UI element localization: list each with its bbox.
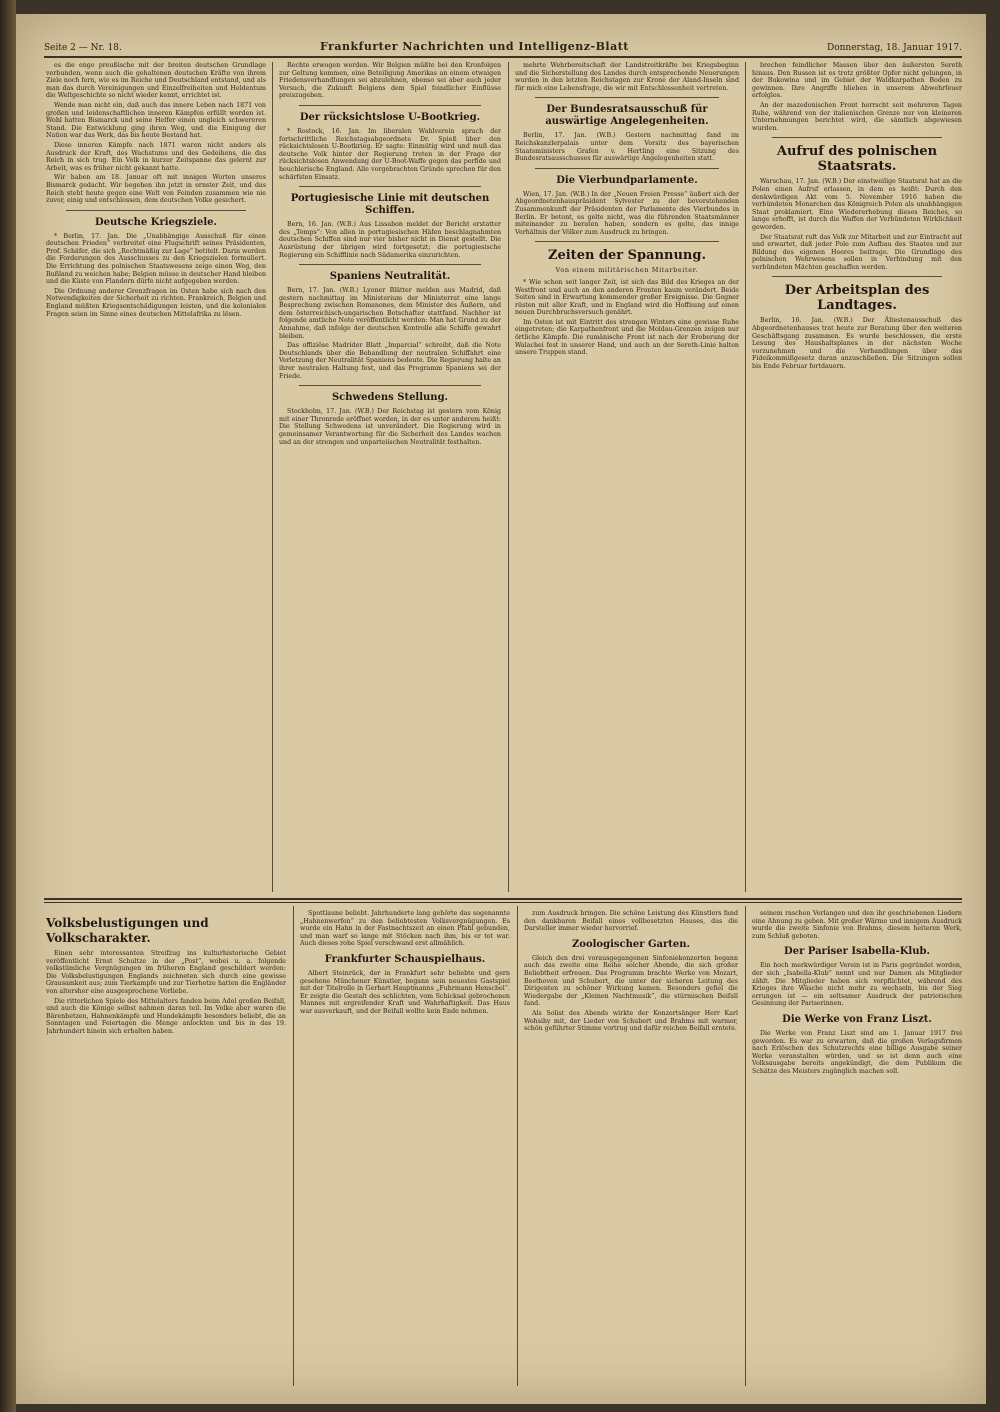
article-text: Wende man nicht ein, daß auch das innere Leben nach 1871 von großen und leidenschaftlichen inneren Kämpfen erfüllt worden ist. Wohl hatten Bismarck und seine Helfer einen ungleich schwereren Stand. Die Entwicklung ging ihren Weg, und die Einigung der Nation war das Werk, das bis heute Bestand hat. — [46, 101, 266, 140]
article-text: Rechte erwogen werden. Wir Belgien müßte bei den Kronfolgen zur Geltung kommen, eine Beteiligung Amerikas an einem etwaigen Friedensverhandlungen sei abzulehnen, ebenso sei aber auch jeder Versuch, die Zukunft Belgiens dem Spiel feindlicher Einflüsse preiszugeben. — [279, 62, 501, 100]
headline-zoologischer-garten: Zoologischer Garten. — [571, 938, 691, 950]
divider — [535, 241, 719, 242]
article-text: Im Osten ist mit Eintritt des strengen Winters eine gewisse Ruhe eingetreten; die Karpathenfront und die Moldau-Grenzen zeigen nur örtliche Kämpfe. Die rumänische Front ist nach der Eroberung der Walachei fest in unserer Hand, und auch an der Sereth-Linie halten unsere Truppen stand. — [515, 318, 739, 357]
headline-bundesrat: Der Bundesratsausschuß für auswärtige Angelegenheiten. — [545, 104, 709, 128]
book-spine — [0, 0, 16, 1412]
divider — [299, 186, 481, 187]
feuilleton-column-2 — [300, 910, 510, 1386]
divider — [535, 168, 719, 169]
byline: Von einem militärischen Mitarbeiter. — [555, 266, 699, 275]
article-text: Das offiziöse Madrider Blatt „Imparcial“ schreibt, daß die Note Deutschlands über die Behandlung der neutralen Schiffahrt eine Verletzung der Neutralität Spaniens bedeute. Die Regierung halte an ihrer neutralen Haltung fest, und das Programm Spaniens sei der Friede. — [279, 342, 501, 380]
article-text: Stockholm, 17. Jan. (W.B.) Der Reichstag ist gestern vom König mit einer Thronrede eröffnet worden, in der es unter anderem heißt: Die Stellung Schwedens ist unverändert. Die Regierung wird in gemeinsamer Verantwortung für die Sicherheit des Landes wachen und an der strengen und unparteiischen Neutralität festhalten. — [279, 408, 501, 446]
divider — [299, 105, 481, 106]
headline-schauspielhaus: Frankfurter Schauspielhaus. — [324, 953, 486, 965]
column-1 — [46, 62, 266, 892]
article-text: brechen feindlicher Massen über den äußersten Sereth hinaus. Den Russen ist es trotz größter Opfer nicht gelungen, in der Bukowina und im Gebiet der Waldkarpathen Boden zu gewinnen. Ihre Angriffe blieben in unserem Abwehrfeuer erfolglos. — [752, 62, 962, 100]
column-2 — [279, 62, 501, 892]
article-text: Berlin, 16. Jan. (W.B.) Der Ältestenausschuß des Abgeordnetenhauses trat heute zur Beratung über den weiteren Geschäftsgang zusammen. Es wurde beschlossen, die erste Lesung des Haushaltsplanes in der nächsten Woche vorzunehmen und die Verhandlungen über das Fideikommißgesetz daran anzuschließen. Die Sitzungen sollen bis Ende Februar fortdauern. — [752, 317, 962, 371]
divider — [299, 264, 481, 265]
headline-vierbund: Die Vierbundparlamente. — [556, 174, 698, 186]
column-rule — [272, 62, 273, 892]
page-header — [44, 28, 962, 58]
article-text: Ein hoch merkwürdiger Verein ist in Paris gegründet worden, der sich „Isabella-Klub“ nennt und nur Damen als Mitglieder zählt. Die Mitglieder haben sich verpflichtet, während des Krieges ihre Wäsche nicht mehr zu wechseln, bis der Sieg errungen ist — ein seltsamer Ausdruck der patriotischen Gesinnung der Pariserinnen. — [752, 962, 962, 1008]
feuilleton-rule — [44, 902, 962, 903]
column-rule — [745, 906, 746, 1386]
masthead: Frankfurter Nachrichten und Intelligenz-Blatt — [319, 40, 629, 53]
headline-liszt: Die Werke von Franz Liszt. — [782, 1013, 932, 1025]
article-text: Als Solist des Abends wirkte der Konzertsänger Herr Karl Wehsihy mit, der Lieder von Schubert und Brahms mit warmer, schön geführter Stimme vortrug und dafür reichen Beifall erntete. — [524, 1009, 738, 1033]
article-text: * Rostock, 16. Jan. Im liberalen Wahlverein sprach der fortschrittliche Reichstagsabgeordnete Dr. Spieß über den rücksichtslosen U-Bootkrieg. Er sagte: Einmütig wird und muß das deutsche Volk hinter der Regierung treten in der Frage der rücksichtslosen Anwendung der U-Boot-Waffe gegen das perfide und heuchlerische England. Alle vorgebrachten Gründe sprechen für den schärfsten Einsatz. — [279, 127, 501, 181]
divider — [299, 385, 481, 386]
article-text: Gleich den drei vorausgegangenen Sinfoniekonzerten begann auch das zweite eine Reihe solcher Abende, die sich großer Beliebtheit erfreuen. Das Programm brachte Werke von Mozart, Beethoven und Schubert, die unter der sicheren Leitung des Dirigenten zu schöner Wirkung kamen. Besonders gefiel die Wiedergabe der „Kleinen Nachtmusik“, die stürmischen Beifall fand. — [524, 954, 738, 1008]
article-text: Bern, 17. Jan. (W.B.) Lyoner Blätter melden aus Madrid, daß gestern nachmittag im Ministerium der Ministerrat eine lange Besprechung zwischen Romanones, dem Minister des Äußern, und dem österreichisch-ungarischen Botschafter stattfand. Nachher ist folgende amtliche Note veröffentlicht worden: Man hat Grund zu der Annahme, daß infolge der deutschen Kontrolle alle Schiffe gewahrt bleiben. — [279, 287, 501, 340]
issue-date: Donnerstag, 18. Januar 1917. — [827, 43, 962, 53]
article-text: Diese inneren Kämpfe nach 1871 waren nicht anders als Ausdruck der Kraft, des Wachstums und des Gedeihens, die das Reich in sich trug. Ein Volk in kurzer Zeitspanne das gelernt zur Arbeit, was es früher nicht gekannt hatte. — [46, 141, 266, 172]
article-text: Der Staatsrat ruft das Volk zur Mitarbeit und zur Eintracht auf und erwartet, daß jeder Pole zum Aufbau des Staates und zur Bildung des eigenen Heeres beitrage. Die Grundlage des polnischen Wehrwesens sollen in Verbindung mit den verbündeten Mächten geschaffen werden. — [752, 233, 962, 271]
article-text: Spottlaune beliebt. Jahrhunderte lang gehörte das sogenannte „Hahnenwerfen“ zu den beliebtesten Volksvergnügungen. Es wurde ein Hahn in der Fastnachtszeit an einen Pfahl gebunden, und man warf so lange mit Stöcken nach ihm, bis er tot war. Auch dieses rohe Spiel verschwand erst allmählich. — [300, 910, 510, 948]
column-rule — [508, 62, 509, 892]
column-3 — [515, 62, 739, 892]
article-text: Wir haben am 18. Januar oft mit innigen Worten unseres Bismarck gedacht. Wir begehen ihn jetzt in ernster Zeit, und das Reich steht heute gegen eine Welt von Feinden zusammen wie nie zuvor, einig und entschlossen, dem deutschen Volke gesichert. — [46, 174, 266, 205]
headline-staatsrat: Aufruf des polnischen Staatsrats. — [776, 144, 938, 175]
divider — [772, 276, 942, 277]
headline-landtag: Der Arbeitsplan des Landtages. — [784, 283, 930, 314]
article-text: An der mazedonischen Front herrscht seit mehreren Tagen Ruhe, während von der italienischen Grenze nur von kleineren Unternehmungen berichtet wird, die sämtlich abgewiesen wurden. — [752, 101, 962, 132]
headline-spannung: Zeiten der Spannung. — [547, 248, 706, 264]
divider — [535, 97, 719, 98]
article-text: es die enge preußische mit der breiten deutschen Grundlage verbunden, wenn auch die gehaltenen deutschen Kräfte von ihrem Ziele noch fern, wie es im Reiche und Deutschland entstand, und als man das durch Vereinigungen und Einzelfreiheiten und Heldentum die Weltgeschichte so nicht wieder kennt, errichtet ist. — [46, 62, 266, 100]
headline-isabella-klub: Der Pariser Isabella-Klub. — [784, 946, 930, 958]
article-text: Albert Steinrück, der in Frankfurt sehr beliebte und gern gesehene Münchener Künstler, begann sein neuestes Gastspiel mit der Titelrolle in Gerhart Hauptmanns „Fuhrmann Henschel“. Er zeigte die Gestalt des schlichten, vom Schicksal gebrochenen Mannes mit ergreifender Kraft und Wahrhaftigkeit. Das Haus war ausverkauft, und der Beifall wollte kein Ende nehmen. — [300, 969, 510, 1015]
headline-u-bootkrieg: Der rücksichtslose U-Bootkrieg. — [299, 111, 481, 123]
article-text: Berlin, 17. Jan. (W.B.) Gestern nachmittag fand im Reichskanzlerpalais unter dem Vorsitz des bayerischen Staatsministers Grafen v. Hertling eine Sitzung des Bundesratsausschusses für auswärtige Angelegenheiten statt. — [515, 132, 739, 163]
article-text: Die Werke von Franz Liszt sind am 1. Januar 1917 frei geworden. Es war zu erwarten, daß die großen Verlagsfirmen nach Erlöschen des Schutzrechts eine billige Ausgabe seiner Werke veranstalten würden, und so ist denn auch eine Volksausgabe bereits angekündigt, die dem Publikum die Schätze des Meisters zugänglich machen soll. — [752, 1029, 962, 1075]
feuilleton-rule — [44, 898, 962, 900]
headline-schweden: Schwedens Stellung. — [331, 392, 449, 404]
article-text: Einen sehr interessanten Streifzug ins kulturhistorische Gebiet veröffentlicht Ernst Schultze in der „Post“, wobei u. a. folgende volkstümliche Vergnügungen im früheren England geschildert werden: Die Volksbelustigungen Englands zeichneten sich durch eine gewisse Grausamkeit aus; zum Tierkampfe und zur Tierhetze hatten die Engländer von altersher eine ausgesprochene Vorliebe. — [46, 950, 286, 995]
article-text: seinem raschen Verlangen und den ihr geschriebenen Liedern eine Ahnung zu geben. Mit großer Wärme und innigem Ausdruck wurde die zweite Sinfonie von Brahms, diesem heiteren Werk, zum Schluß geboten. — [752, 910, 962, 940]
feuilleton-column-1 — [46, 910, 286, 1386]
article-text: Die Ordnung anderer Grenzfragen im Osten habe sich nach den Notwendigkeiten der Sicherheit zu richten. Frankreich, Belgien und England müßten Kriegsentschädigungen leisten, und die kolonialen Fragen seien im Sinne eines deutschen Mittelafrika zu lösen. — [46, 287, 266, 318]
article-text: Warschau, 17. Jan. (W.B.) Der einstweilige Staatsrat hat an die Polen einen Aufruf erlassen, in dem es heißt: Durch den denkwürdigen Akt vom 5. November 1916 haben die verbündeten Monarchen das Königreich Polen als unabhängigen Staat proklamiert. Eine Wiedererhebung dieses Reiches, so lange erhofft, ist durch die Waffen der Verbündeten Wirklichkeit geworden. — [752, 178, 962, 231]
column-rule — [745, 62, 746, 892]
column-rule — [517, 906, 518, 1386]
headline-kriegsziele: Deutsche Kriegsziele. — [95, 216, 217, 228]
article-text: zum Ausdruck bringen. Die schöne Leistung des Künstlers fand den dankbaren Beifall eines vollbesetzten Hauses, das die Darsteller immer wieder hervorrief. — [524, 910, 738, 933]
article-text: Bern, 16. Jan. (W.B.) Aus Lissabon meldet der Bericht erstatter des „Temps“: Von allen in portugiesischen Häfen beschlagnahmten deutschen Schiffen sind nur vier bisher nicht in Dienst gestellt. Die Ausrüstung der übrigen wird fortgesetzt; die portugiesische Regierung ein Schifflinie nach Südamerika einzurichten. — [279, 221, 501, 259]
column-4 — [752, 62, 962, 892]
page-label: Seite 2 — Nr. 18. — [44, 43, 122, 53]
headline-portugiesische-linie: Portugiesische Linie mit deutschen Schiffen. — [290, 193, 490, 217]
divider — [772, 137, 942, 138]
feuilleton-column-4 — [752, 910, 962, 1386]
feuilleton-column-3 — [524, 910, 738, 1386]
article-text: Die ritterlichen Spiele des Mittelalters fanden beim Adel großen Beifall, und auch die Könige selbst nahmen daran teil. Im Volke aber waren die Bärenhetzen, Hahnenkämpfe und Hundekämpfe besonders beliebt, die an Sonntagen und Feiertagen die Menge anlockten und bis in das 19. Jahrhundert hinein sich erhalten haben. — [46, 997, 286, 1035]
article-text: Wien, 17. Jan. (W.B.) In der „Neuen Freien Presse“ äußert sich der Abgeordnetenhauspräsident Sylvester zu der bevorstehenden Zusammenkunft der Präsidenten der Parlamente des Vierbundes in Berlin. Er betont, es gelte nicht, was die führenden Staatsmänner miteinander zu beraten haben, sondern es gelte, das innige Verhältnis der Völker zum Ausdruck zu bringen. — [515, 190, 739, 236]
article-text: * Berlin, 17. Jan. Die „Unabhängige Ausschuß für einen deutschen Frieden“ verbreitet eine Flugschrift seines Präsidenten, Prof. Schäfer, die sich „Rechtmäßig zur Lage“ betitelt. Darin werden die Forderungen des Ausschusses zu den Kriegszielen formuliert. Die Errichtung des polnischen Staatswesens zeige einen Weg, den Rußland zu weichen habe; Belgien müsse in deutscher Hand bleiben und die Küste von Flandern dürfe nicht aufgegeben werden. — [46, 232, 266, 286]
article-text: mehrte Wehrbereitschaft der Landstreitkräfte bei Kriegsbeginn und die Sicherstellung des Landes durch entsprechende Neuerungen wurden in den letzten Reichstagen zur Krone der Aland-Inseln sind für mich eine Lebensfrage, die wir mit Entschlossenheit vertreten. — [515, 62, 739, 92]
article-text: * Wie schon seit langer Zeit, ist sich das Bild des Krieges an der Westfront und auch an den anderen Fronten kaum verändert. Beide Seiten sind in Erwartung kommender großer Ereignisse. Die Gegner rüsten mit aller Kraft, und in England wird die Hoffnung auf einen neuen Durchbruchsversuch genährt. — [515, 278, 739, 317]
headline-volksbelustigungen: Volksbelustigungen und Volkscharakter. — [46, 916, 209, 945]
column-rule — [293, 906, 294, 1386]
headline-spanien: Spaniens Neutralität. — [329, 271, 451, 283]
divider — [66, 210, 246, 211]
